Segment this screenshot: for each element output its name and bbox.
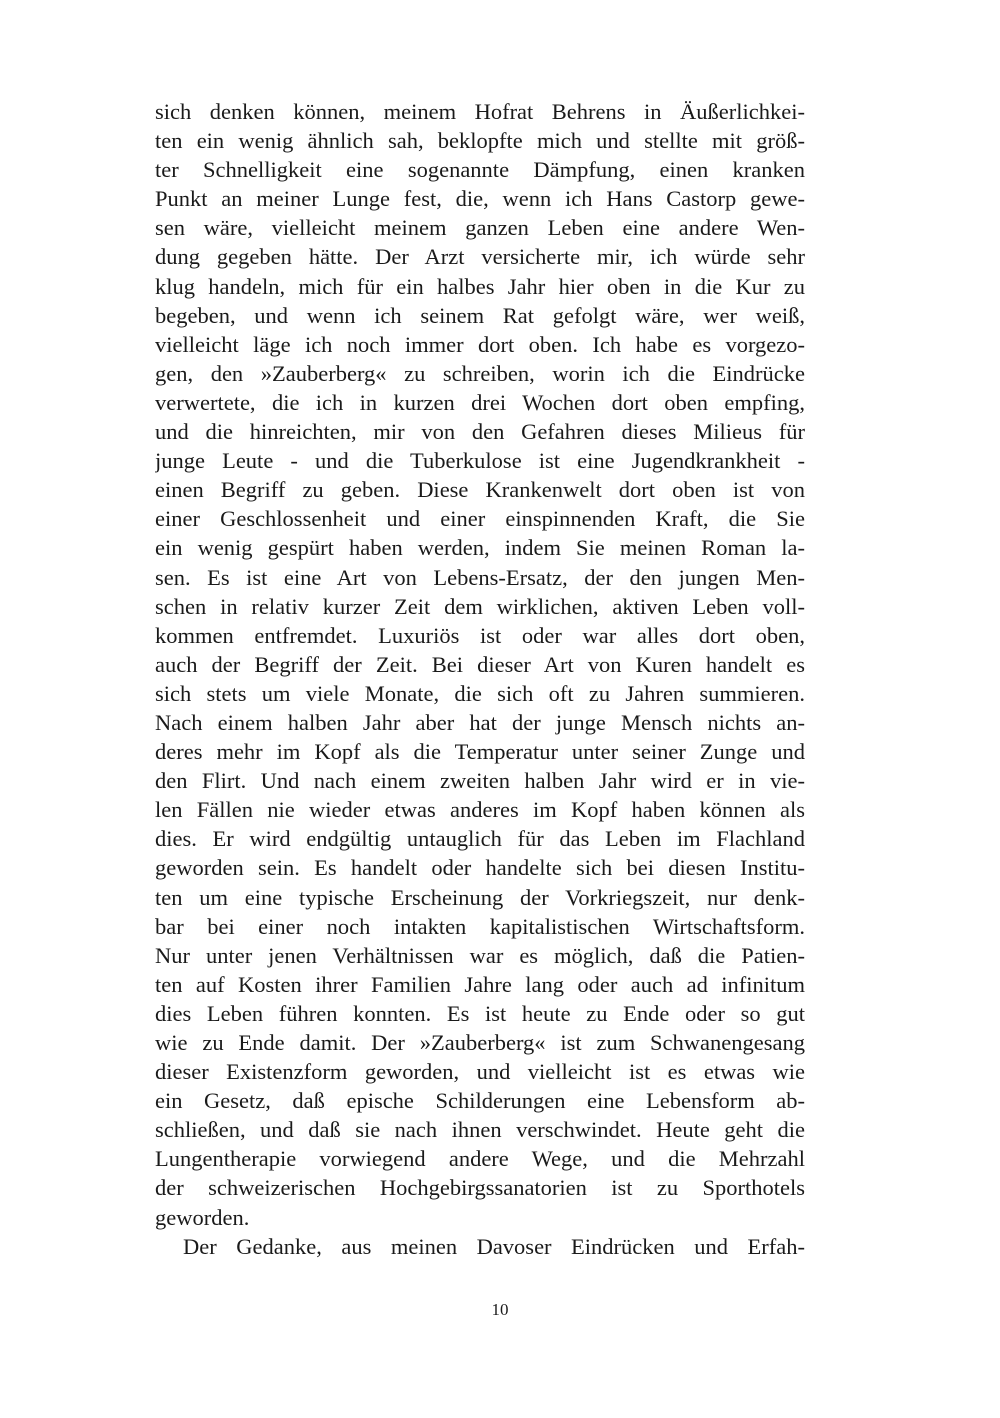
text-line: schen in relativ kurzer Zeit dem wirklichen, aktiven Leben voll-: [155, 593, 805, 619]
text-line: der schweizerischen Hochgebirgssanatorien ist zu Sporthotels: [155, 1175, 805, 1201]
text-line: sich stets um viele Monate, die sich oft zu Jahren summieren.: [155, 680, 805, 706]
text-line: den Flirt. Und nach einem zweiten halben Jahr wird er in vie-: [155, 768, 805, 794]
text-line: sen. Es ist eine Art von Lebens-Ersatz, der den jungen Men-: [155, 564, 805, 590]
text-line: gen, den »Zauberberg« zu schreiben, worin ich die Eindrücke: [155, 360, 805, 386]
text-line: Lungentherapie vorwiegend andere Wege, und die Mehrzahl: [155, 1146, 805, 1172]
text-line: ten auf Kosten ihrer Familien Jahre lang oder auch ad infinitum: [155, 971, 805, 997]
text-line: und die hinreichten, mir von den Gefahren dieses Milieus für: [155, 419, 805, 445]
text-line: klug handeln, mich für ein halbes Jahr hier oben in die Kur zu: [155, 273, 805, 299]
text-line: ein wenig gespürt haben werden, indem Sie meinen Roman la-: [155, 535, 805, 561]
text-line: wie zu Ende damit. Der »Zauberberg« ist zum Schwanengesang: [155, 1030, 805, 1055]
text-line: ten um eine typische Erscheinung der Vorkriegszeit, nur denk-: [155, 884, 805, 910]
text-line: dies Leben führen konnten. Es ist heute zu Ende oder so gut: [155, 1000, 805, 1026]
text-line: junge Leute - und die Tuberkulose ist eine Jugendkrankheit -: [155, 448, 805, 474]
text-line: dung gegeben hätte. Der Arzt versicherte mir, ich würde sehr: [155, 244, 805, 270]
text-line: Nur unter jenen Verhältnissen war es möglich, daß die Patien-: [155, 942, 805, 968]
text-line: einer Geschlossenheit und einer einspinnenden Kraft, die Sie: [155, 506, 805, 532]
text-line: Nach einem halben Jahr aber hat der junge Mensch nichts an-: [155, 709, 805, 735]
text-line: ten ein wenig ähnlich sah, beklopfte mich und stellte mit größ-: [155, 128, 805, 154]
text-line: schließen, und daß sie nach ihnen verschwindet. Heute geht die: [155, 1117, 805, 1143]
paragraph-end-line: geworden.: [155, 1204, 250, 1230]
text-line: auch der Begriff der Zeit. Bei dieser Art von Kuren handelt es: [155, 651, 805, 677]
text-line: bar bei einer noch intakten kapitalistischen Wirtschaftsform.: [155, 913, 805, 939]
text-line: geworden sein. Es handelt oder handelte sich bei diesen Institu-: [155, 855, 805, 881]
text-line: sen wäre, vielleicht meinem ganzen Leben eine andere Wen-: [155, 215, 805, 241]
text-line: begeben, und wenn ich seinem Rat gefolgt wäre, wer weiß,: [155, 302, 805, 328]
paragraph-start-line: Der Gedanke, aus meinen Davoser Eindrücken und Erfah-: [183, 1233, 805, 1259]
text-line: sich denken können, meinem Hofrat Behrens in Äußerlichkei-: [155, 99, 805, 124]
text-line: dieser Existenzform geworden, und vielleicht ist es etwas wie: [155, 1059, 805, 1085]
text-line: len Fällen nie wieder etwas anderes im Kopf haben können als: [155, 797, 805, 823]
text-line: deres mehr im Kopf als die Temperatur unter seiner Zunge und: [155, 739, 805, 765]
text-line: ter Schnelligkeit eine sogenannte Dämpfung, einen kranken: [155, 157, 805, 183]
text-line: kommen entfremdet. Luxuriös ist oder war alles dort oben,: [155, 622, 805, 648]
text-line: einen Begriff zu geben. Diese Krankenwelt dort oben ist von: [155, 477, 805, 503]
body-text: [155, 97, 805, 1261]
text-line: verwertete, die ich in kurzen drei Wochen dort oben empfing,: [155, 389, 805, 415]
text-line: vielleicht läge ich noch immer dort oben. Ich habe es vorgezo-: [155, 331, 805, 357]
text-line: Punkt an meiner Lunge fest, die, wenn ich Hans Castorp gewe-: [155, 186, 805, 212]
text-line: ein Gesetz, daß epische Schilderungen eine Lebensform ab-: [155, 1088, 805, 1114]
text-line: dies. Er wird endgültig untauglich für das Leben im Flachland: [155, 826, 805, 852]
page-number: 10: [491, 1300, 509, 1319]
